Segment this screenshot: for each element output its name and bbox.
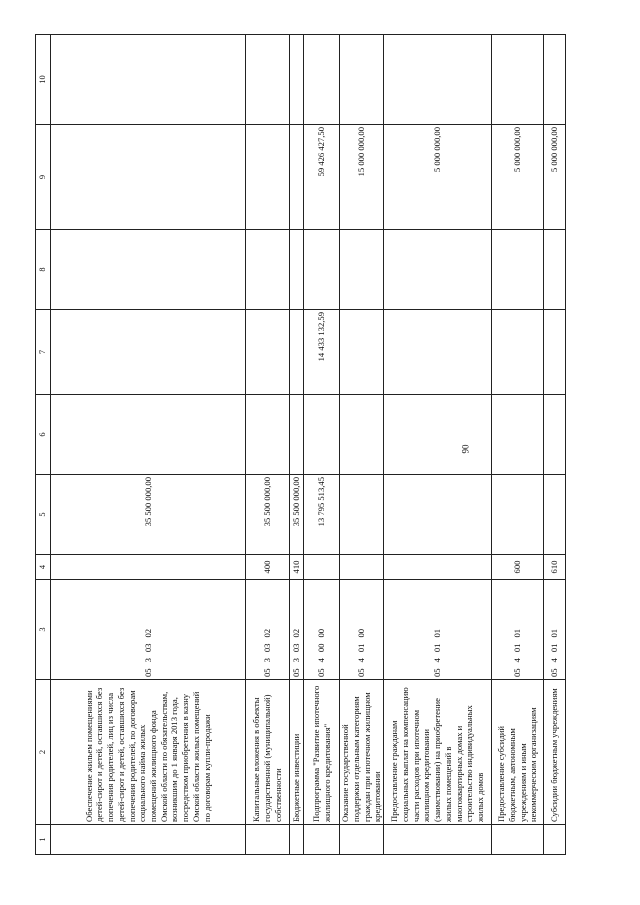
row-value-col9 <box>51 125 246 230</box>
table-row <box>246 35 290 855</box>
header-cell: 1 <box>36 825 51 855</box>
row-vr: 600 <box>492 555 544 580</box>
header-row <box>36 35 51 855</box>
row-value-col7 <box>290 310 304 395</box>
row-value-col9 <box>246 125 290 230</box>
row-code: 05 4 00 00 <box>304 580 340 680</box>
header-cell: 9 <box>36 125 51 230</box>
row-value-col7: 14 433 132,59 <box>304 310 340 395</box>
row-name: Субсидии бюджетным учреждениям <box>544 680 566 825</box>
row-value-col5 <box>340 475 384 555</box>
header-cell: 2 <box>36 680 51 825</box>
row-value-col9: 5 000 000,00 <box>544 125 566 230</box>
row-code: 05 4 01 01 <box>544 580 566 680</box>
table-row <box>384 35 492 855</box>
budget-table <box>35 34 566 855</box>
row-value-col5: 13 795 513,45 <box>304 475 340 555</box>
row-value-col7 <box>246 310 290 395</box>
row-value-col9: 5 000 000,00 <box>384 125 492 230</box>
row-name: Обеспечение жильем помещениями детей-сирот и детей, оставшихся без попечения родителей, лиц из числа детей-сирот и детей, оставшихся без попечения родителей, по договорам социального найма жилых помещений жилищного фонда Омской области по обязательствам, возникшим до 1 января 2013 года, посредством приобретения в казну Омской области жилых помещений по договорам купли-продажи <box>51 680 246 825</box>
row-value-col7 <box>492 310 544 395</box>
header-cell: 10 <box>36 35 51 125</box>
row-value-col5 <box>384 475 492 555</box>
row-code: 05 4 01 01 <box>492 580 544 680</box>
page-number: 90 <box>460 444 471 454</box>
row-name: Предоставление гражданам социальных выплат на компенсацию части расходов при ипотечном жилищном кредитовании (заимствовании) на приобретение жилых помещений в многоквартирных домах и строительство индивидуальных жилых домов <box>384 680 492 825</box>
row-value-col7 <box>384 310 492 395</box>
row-code: 05 3 03 02 <box>51 580 246 680</box>
row-value-col7 <box>340 310 384 395</box>
row-code: 05 3 03 02 <box>290 580 304 680</box>
row-vr <box>51 555 246 580</box>
row-code: 05 4 01 01 <box>384 580 492 680</box>
table-row <box>544 35 566 855</box>
row-value-col9 <box>290 125 304 230</box>
table-row <box>340 35 384 855</box>
row-value-col5 <box>492 475 544 555</box>
rotated-table-area <box>35 35 572 855</box>
header-cell: 5 <box>36 475 51 555</box>
row-code: 05 3 03 02 <box>246 580 290 680</box>
row-value-col5: 35 500 000,00 <box>290 475 304 555</box>
header-cell: 6 <box>36 395 51 475</box>
header-cell: 8 <box>36 230 51 310</box>
row-name: Капитальные вложения в объекты государственной (муниципальной) собственности <box>246 680 290 825</box>
table-row <box>304 35 340 855</box>
row-value-col5: 35 500 000,00 <box>51 475 246 555</box>
row-name: Бюджетные инвестиции <box>290 680 304 825</box>
row-value-col5: 35 500 000,00 <box>246 475 290 555</box>
row-value-col9: 15 000 000,00 <box>340 125 384 230</box>
row-name: Подпрограмма "Развитие ипотечного жилищного кредитования" <box>304 680 340 825</box>
table-row <box>51 35 246 855</box>
row-name: Предоставление субсидий бюджетным, автономным учреждениям и иным некоммерческим организациям <box>492 680 544 825</box>
row-vr <box>384 555 492 580</box>
header-cell: 7 <box>36 310 51 395</box>
row-code: 05 4 01 00 <box>340 580 384 680</box>
header-cell: 3 <box>36 580 51 680</box>
row-vr <box>340 555 384 580</box>
row-vr: 400 <box>246 555 290 580</box>
row-value-col9: 59 426 427,50 <box>304 125 340 230</box>
table-row <box>290 35 304 855</box>
row-name: Оказание государственной поддержки отдельным категориям граждан при ипотечном жилищном кредитовании <box>340 680 384 825</box>
row-vr: 410 <box>290 555 304 580</box>
row-vr: 610 <box>544 555 566 580</box>
row-value-col9: 5 000 000,00 <box>492 125 544 230</box>
header-cell: 4 <box>36 555 51 580</box>
row-value-col7 <box>51 310 246 395</box>
table-row <box>492 35 544 855</box>
row-value-col5 <box>544 475 566 555</box>
row-vr <box>304 555 340 580</box>
row-value-col7 <box>544 310 566 395</box>
